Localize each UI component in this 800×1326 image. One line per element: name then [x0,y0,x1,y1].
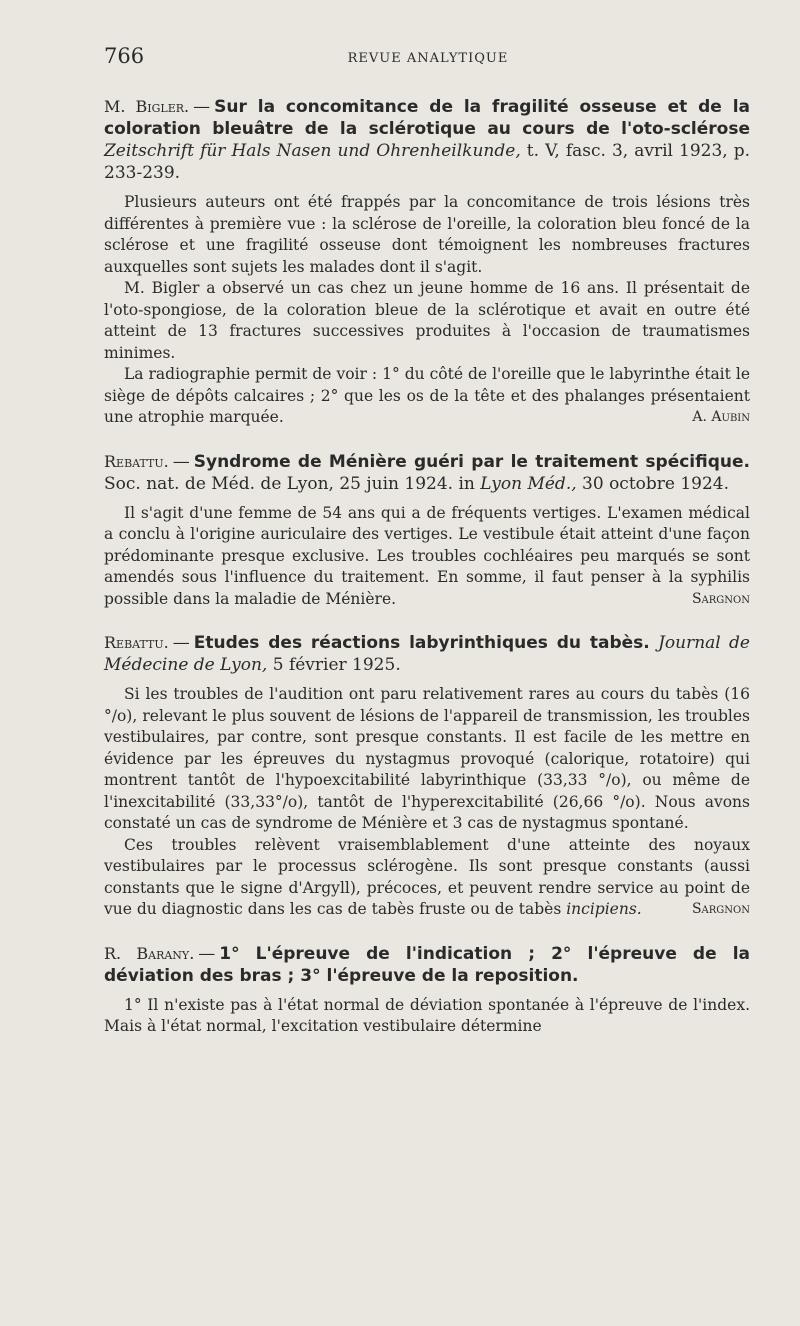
article-source-journal: Lyon Méd., [480,473,577,494]
article-author: Rebattu. [104,633,169,652]
dash: — [198,943,216,964]
content [104,96,750,1060]
article-rebattu-meniere [104,451,750,611]
article-source-details: 5 février 1925. [272,655,401,675]
article-title: Sur la concomitance de la fragilité osseuse et de la coloration bleuâtre de la sclérotique au cours de l'oto-sclérose [104,97,750,139]
article-title: Etudes des réactions labyrinthiques du tabès. [193,633,650,653]
article-heading [104,632,750,676]
article-source-journal: Journal de Médecine de Lyon, [104,633,750,675]
article-source-society: Soc. nat. de Méd. de Lyon, 25 juin 1924. in [104,473,475,494]
paragraph-text: Il s'agit d'une femme de 54 ans qui a de fréquents vertiges. L'examen médical a conclu à l'origine auriculaire des vertiges. Le vestibule était atteint d'une façon prédominante presque exclusive. Les troubles cochléaires peu marqués se sont amendés sous l'influence du traitement. En somme, il faut penser à la syphilis possible dans la maladie de Ménière. [104,503,750,608]
article-title: 1° L'épreuve de l'indication ; 2° l'épreuve de la déviation des bras ; 3° l'épreuve de la reposition. [104,943,750,986]
dash: — [172,451,190,472]
article-author: Rebattu. [104,451,169,471]
article-title: Syndrome de Ménière guéri par le traitement spécifique. [193,451,750,472]
article-heading [104,451,750,495]
article-paragraph: 1° Il n'existe pas à l'état normal de déviation spontanée à l'épreuve de l'index. Mais à l'état normal, l'excitation vestibulaire détermine [104,995,750,1035]
running-head: REVUE ANALYTIQUE [347,51,509,66]
article-bigler [104,96,750,429]
article-heading [104,96,750,184]
article-signature: A. Aubin [692,409,750,425]
article-author: R. Barany. [104,943,195,963]
article-author: M. Bigler. [104,97,190,116]
article-paragraph [104,835,750,921]
article-heading [104,943,750,987]
page-header [104,44,752,74]
page-number: 766 [104,44,145,68]
article-rebattu-tabes [104,632,750,921]
dash: — [193,97,211,117]
article-signature: Sargnon [691,901,750,917]
article-signature: Sargnon [691,590,750,607]
dash: — [172,633,190,653]
article-paragraph [104,503,750,611]
article-source-details: 30 octobre 1924. [582,473,730,494]
article-paragraph [104,364,750,429]
article-paragraph: Si les troubles de l'audition ont paru relativement rares au cours du tabès (16 °/o), relevant le plus souvent de lésions de l'appareil de transmission, les troubles vestibulaires, par contre, sont presque constants. Il est facile de les mettre en évidence par les épreuves du nystagmus provoqué (calorique, rotatoire) qui montrent tantôt de l'hypoexcitabilité labyrinthique (33,33 °/o), ou même de l'inexcitabilité (33,33°/o), tantôt de l'hyperexcitabilité (26,66 °/o). Nous avons constaté un cas de syndrome de Ménière et 3 cas de nystagmus spontané. [104,685,750,832]
article-paragraph: M. Bigler a observé un cas chez un jeune homme de 16 ans. Il présentait de l'oto-spongiose, de la coloration bleue de la sclérotique et avait en outre été atteint de 13 fractures successives produites à l'occasion de traumatismes minimes. [104,279,750,362]
article-source-details: t. V, fasc. 3, avril 1923, p. 233-239. [104,141,751,183]
article-paragraph: Plusieurs auteurs ont été frappés par la concomitance de trois lésions très différentes à première vue : la sclérose de l'oreille, la coloration bleu foncé de la sclérose et une fragilité osseuse dont témoignent les nombreuses fractures auxquelles sont sujets les malades dont il s'agit. [104,193,750,276]
paragraph-text: La radiographie permit de voir : 1° du côté de l'oreille que le labyrinthe était le siège de dépôts calcaires ; 2° que les os de la tête et des phalanges présentaient une atrophie marquée. [104,365,750,426]
article-barany [104,943,750,1038]
paragraph-text: Ces troubles relèvent vraisemblablement d'une atteinte des noyaux vestibulaires par le processus sclérogène. Ils sont presque constants (aussi constants que le signe d'Argyll), précoces, et peuvent rendre service au point de vue du diagnostic dans les cas de tabès fruste ou de tabès [104,835,750,918]
paragraph-italic-word: incipiens. [566,900,642,918]
article-source-journal: Zeitschrift für Hals Nasen und Ohrenheilkunde, [104,141,521,161]
